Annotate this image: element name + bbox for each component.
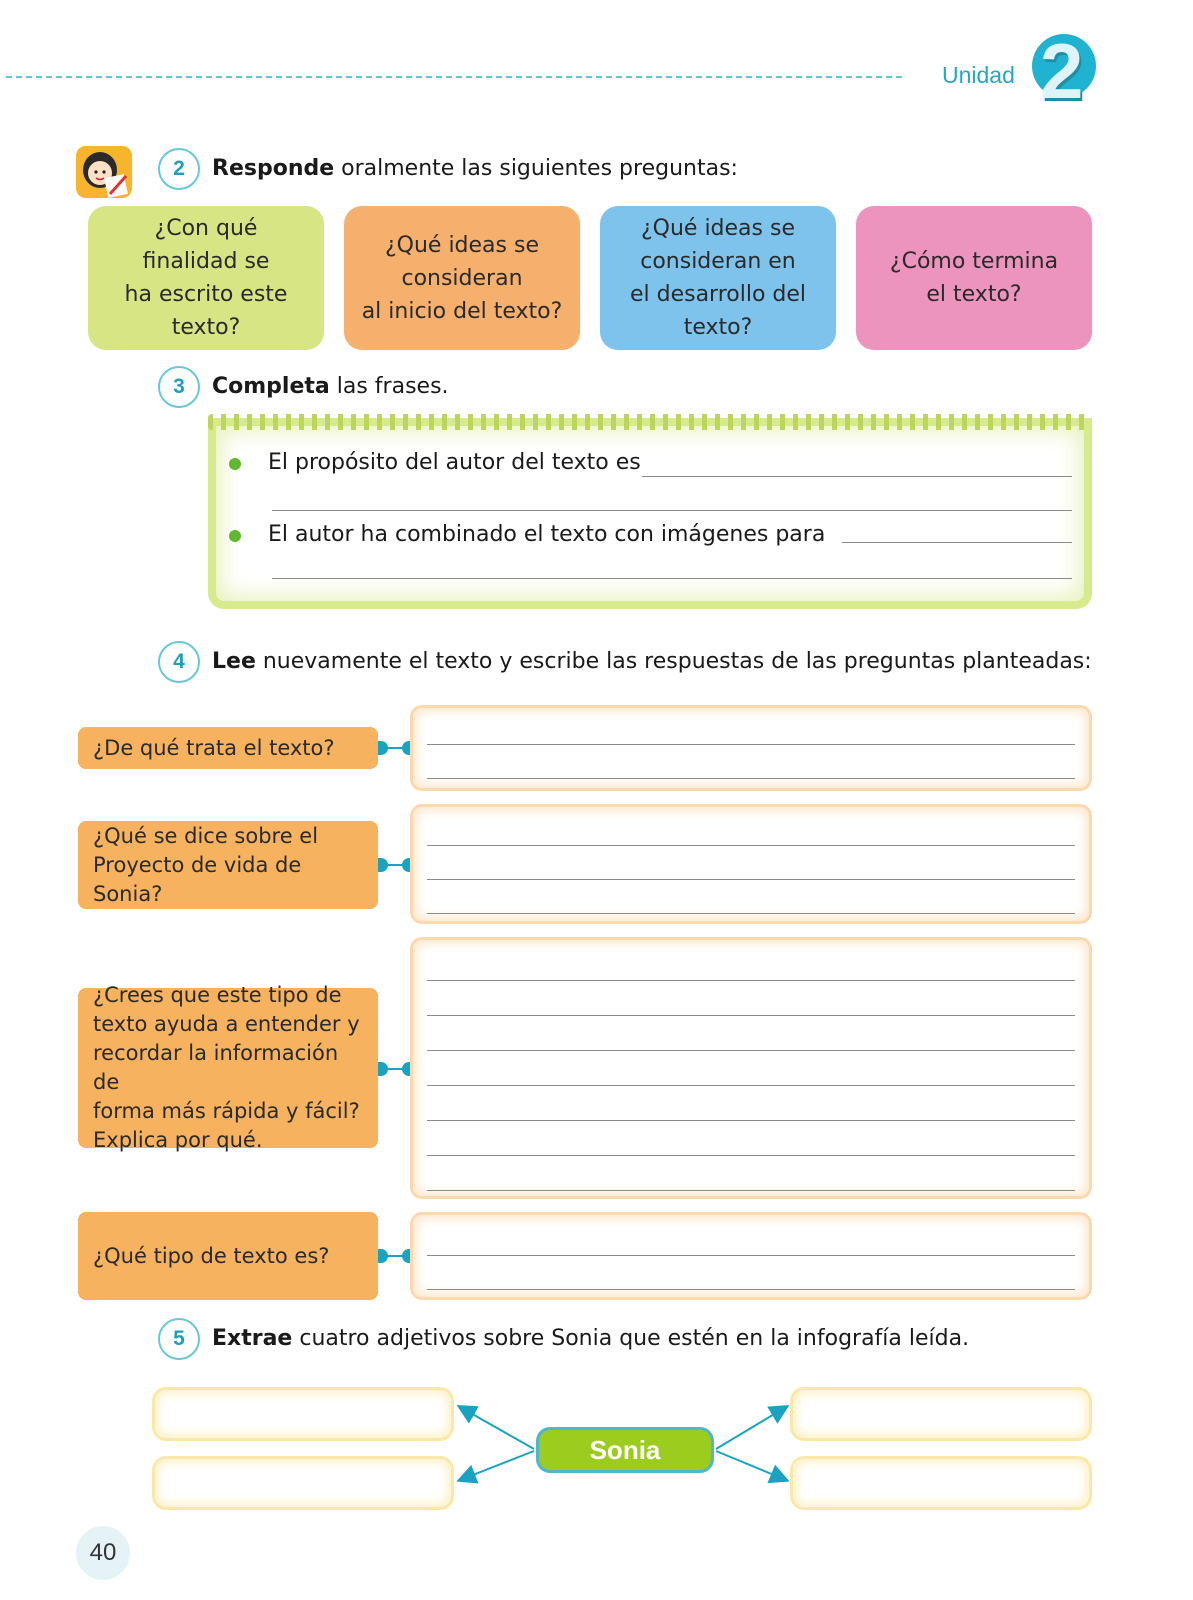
activity-5-number: 5: [158, 1318, 200, 1360]
connector-dot: [378, 1249, 388, 1263]
unit-label: Unidad: [942, 62, 1015, 88]
adjective-box-bottom-left[interactable]: [152, 1456, 454, 1510]
connector-dot: [378, 858, 388, 872]
question-box-ending: ¿Cómo termina el texto?: [856, 206, 1092, 350]
activity-3-number: 3: [158, 366, 200, 408]
arrow-bottom-right: [716, 1451, 786, 1480]
answer-box-infographic-help[interactable]: [410, 937, 1092, 1199]
answer-line: [427, 845, 1075, 846]
answer-line: [427, 980, 1075, 981]
answer-line: [427, 778, 1075, 779]
answer-box-text-type[interactable]: [410, 1212, 1092, 1300]
activity-3-instruction: Completa las frases.: [212, 374, 449, 399]
answer-line: [427, 1120, 1075, 1121]
answer-line: [427, 879, 1075, 880]
question-tag-text-type: ¿Qué tipo de texto es?: [78, 1212, 378, 1300]
notebook-spiral: [208, 414, 1092, 430]
answer-line: [427, 1085, 1075, 1086]
arrow-top-left: [460, 1407, 534, 1449]
unit-number: 2: [1040, 27, 1084, 115]
adjective-box-top-left[interactable]: [152, 1387, 454, 1441]
answer-box-topic[interactable]: [410, 705, 1092, 791]
question-tag-topic: ¿De qué trata el texto?: [78, 727, 378, 769]
answer-line: [427, 1015, 1075, 1016]
answer-line: [427, 1255, 1075, 1256]
activity-4-instruction: Lee nuevamente el texto y escribe las respuestas de las preguntas planteadas:: [212, 649, 1092, 674]
answer-line: [427, 1190, 1075, 1191]
answer-line[interactable]: [272, 510, 1072, 511]
question-box-development: ¿Qué ideas se consideran en el desarrollo del texto?: [600, 206, 836, 350]
question-tag-infographic-help: ¿Crees que este tipo de texto ayuda a entender y recordar la información de forma más rápida y fácil? Explica por qué.: [78, 988, 378, 1148]
answer-line: [427, 744, 1075, 745]
answer-line[interactable]: [272, 578, 1072, 579]
answer-line[interactable]: [642, 476, 1072, 477]
answer-box-life-project[interactable]: [410, 804, 1092, 924]
bullet-dot: [229, 530, 241, 542]
answer-line: [427, 1050, 1075, 1051]
sonia-center-label: Sonia: [536, 1427, 714, 1473]
answer-line: [427, 1155, 1075, 1156]
sentences-panel: [208, 418, 1092, 609]
header-dashed-line: [6, 76, 902, 78]
bullet-dot: [229, 458, 241, 470]
activity-4-number: 4: [158, 641, 200, 683]
girl-writing-icon: [76, 146, 132, 198]
answer-line: [427, 913, 1075, 914]
question-tag-life-project: ¿Qué se dice sobre el Proyecto de vida de Sonia?: [78, 821, 378, 909]
arrow-top-right: [716, 1407, 786, 1449]
adjective-box-bottom-right[interactable]: [790, 1456, 1092, 1510]
activity-2-instruction: Responde oralmente las siguientes preguntas:: [212, 156, 738, 181]
arrow-bottom-left: [460, 1451, 534, 1480]
sentence-images: El autor ha combinado el texto con imágenes para: [268, 522, 826, 547]
page-number: 40: [76, 1526, 130, 1580]
answer-line[interactable]: [842, 542, 1072, 543]
activity-2-number: 2: [158, 148, 200, 190]
connector-dot: [378, 1062, 388, 1076]
activity-5-instruction: Extrae cuatro adjetivos sobre Sonia que estén en la infografía leída.: [212, 1326, 970, 1351]
connector-dot: [378, 741, 388, 755]
sentence-purpose: El propósito del autor del texto es: [268, 450, 641, 475]
adjective-box-top-right[interactable]: [790, 1387, 1092, 1441]
answer-line: [427, 1289, 1075, 1290]
question-box-beginning: ¿Qué ideas se consideran al inicio del texto?: [344, 206, 580, 350]
question-box-purpose: ¿Con qué finalidad se ha escrito este texto?: [88, 206, 324, 350]
